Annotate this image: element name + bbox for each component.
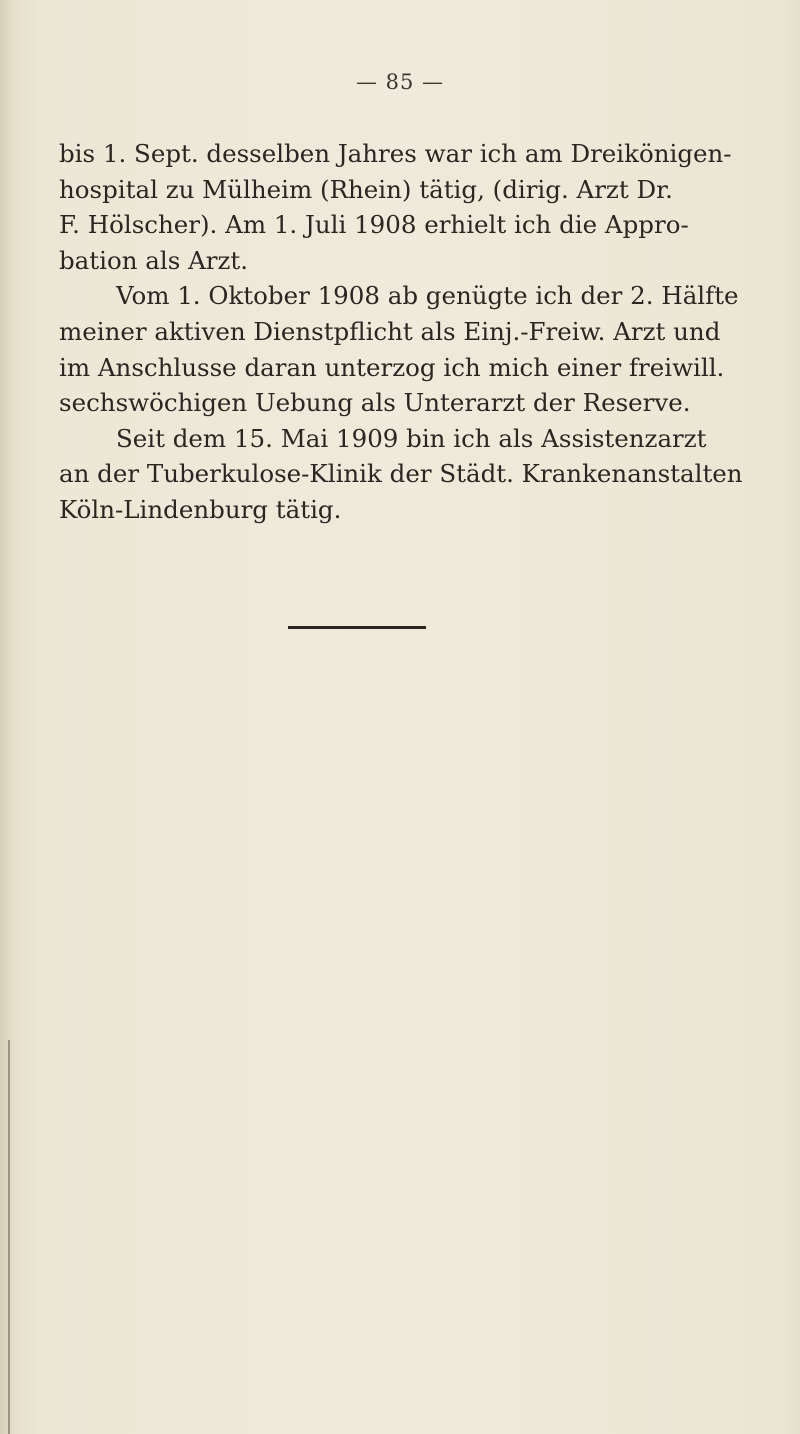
text-line: meiner aktiven Dienstpflicht als Einj.-Freiw. Arzt und xyxy=(59,316,721,346)
text-line: Seit dem 15. Mai 1909 bin ich als Assistenzarzt xyxy=(116,423,707,453)
body-text xyxy=(59,136,743,528)
text-line: Köln-Lindenburg tätig. xyxy=(59,494,342,524)
text-line: im Anschlusse daran unterzog ich mich einer freiwill. xyxy=(59,352,725,382)
text-line: sechswöchigen Uebung als Unterarzt der Reserve. xyxy=(59,388,691,418)
text-line: bation als Arzt. xyxy=(59,245,249,275)
page-number: — 85 — xyxy=(355,70,445,94)
text-line: hospital zu Mülheim (Rhein) tätig, (dirig. Arzt Dr. xyxy=(59,174,673,204)
section-end-rule xyxy=(288,626,426,629)
text-line: F. Hölscher). Am 1. Juli 1908 erhielt ich die Appro- xyxy=(59,210,689,240)
text-line: Vom 1. Oktober 1908 ab genügte ich der 2. Hälfte xyxy=(116,281,739,311)
text-line: bis 1. Sept. desselben Jahres war ich am Dreikönigen- xyxy=(59,139,732,168)
text-line: an der Tuberkulose-Klinik der Städt. Krankenanstalten xyxy=(59,459,743,489)
binding-line xyxy=(8,1040,10,1434)
page-edge-shadow xyxy=(0,0,14,1434)
